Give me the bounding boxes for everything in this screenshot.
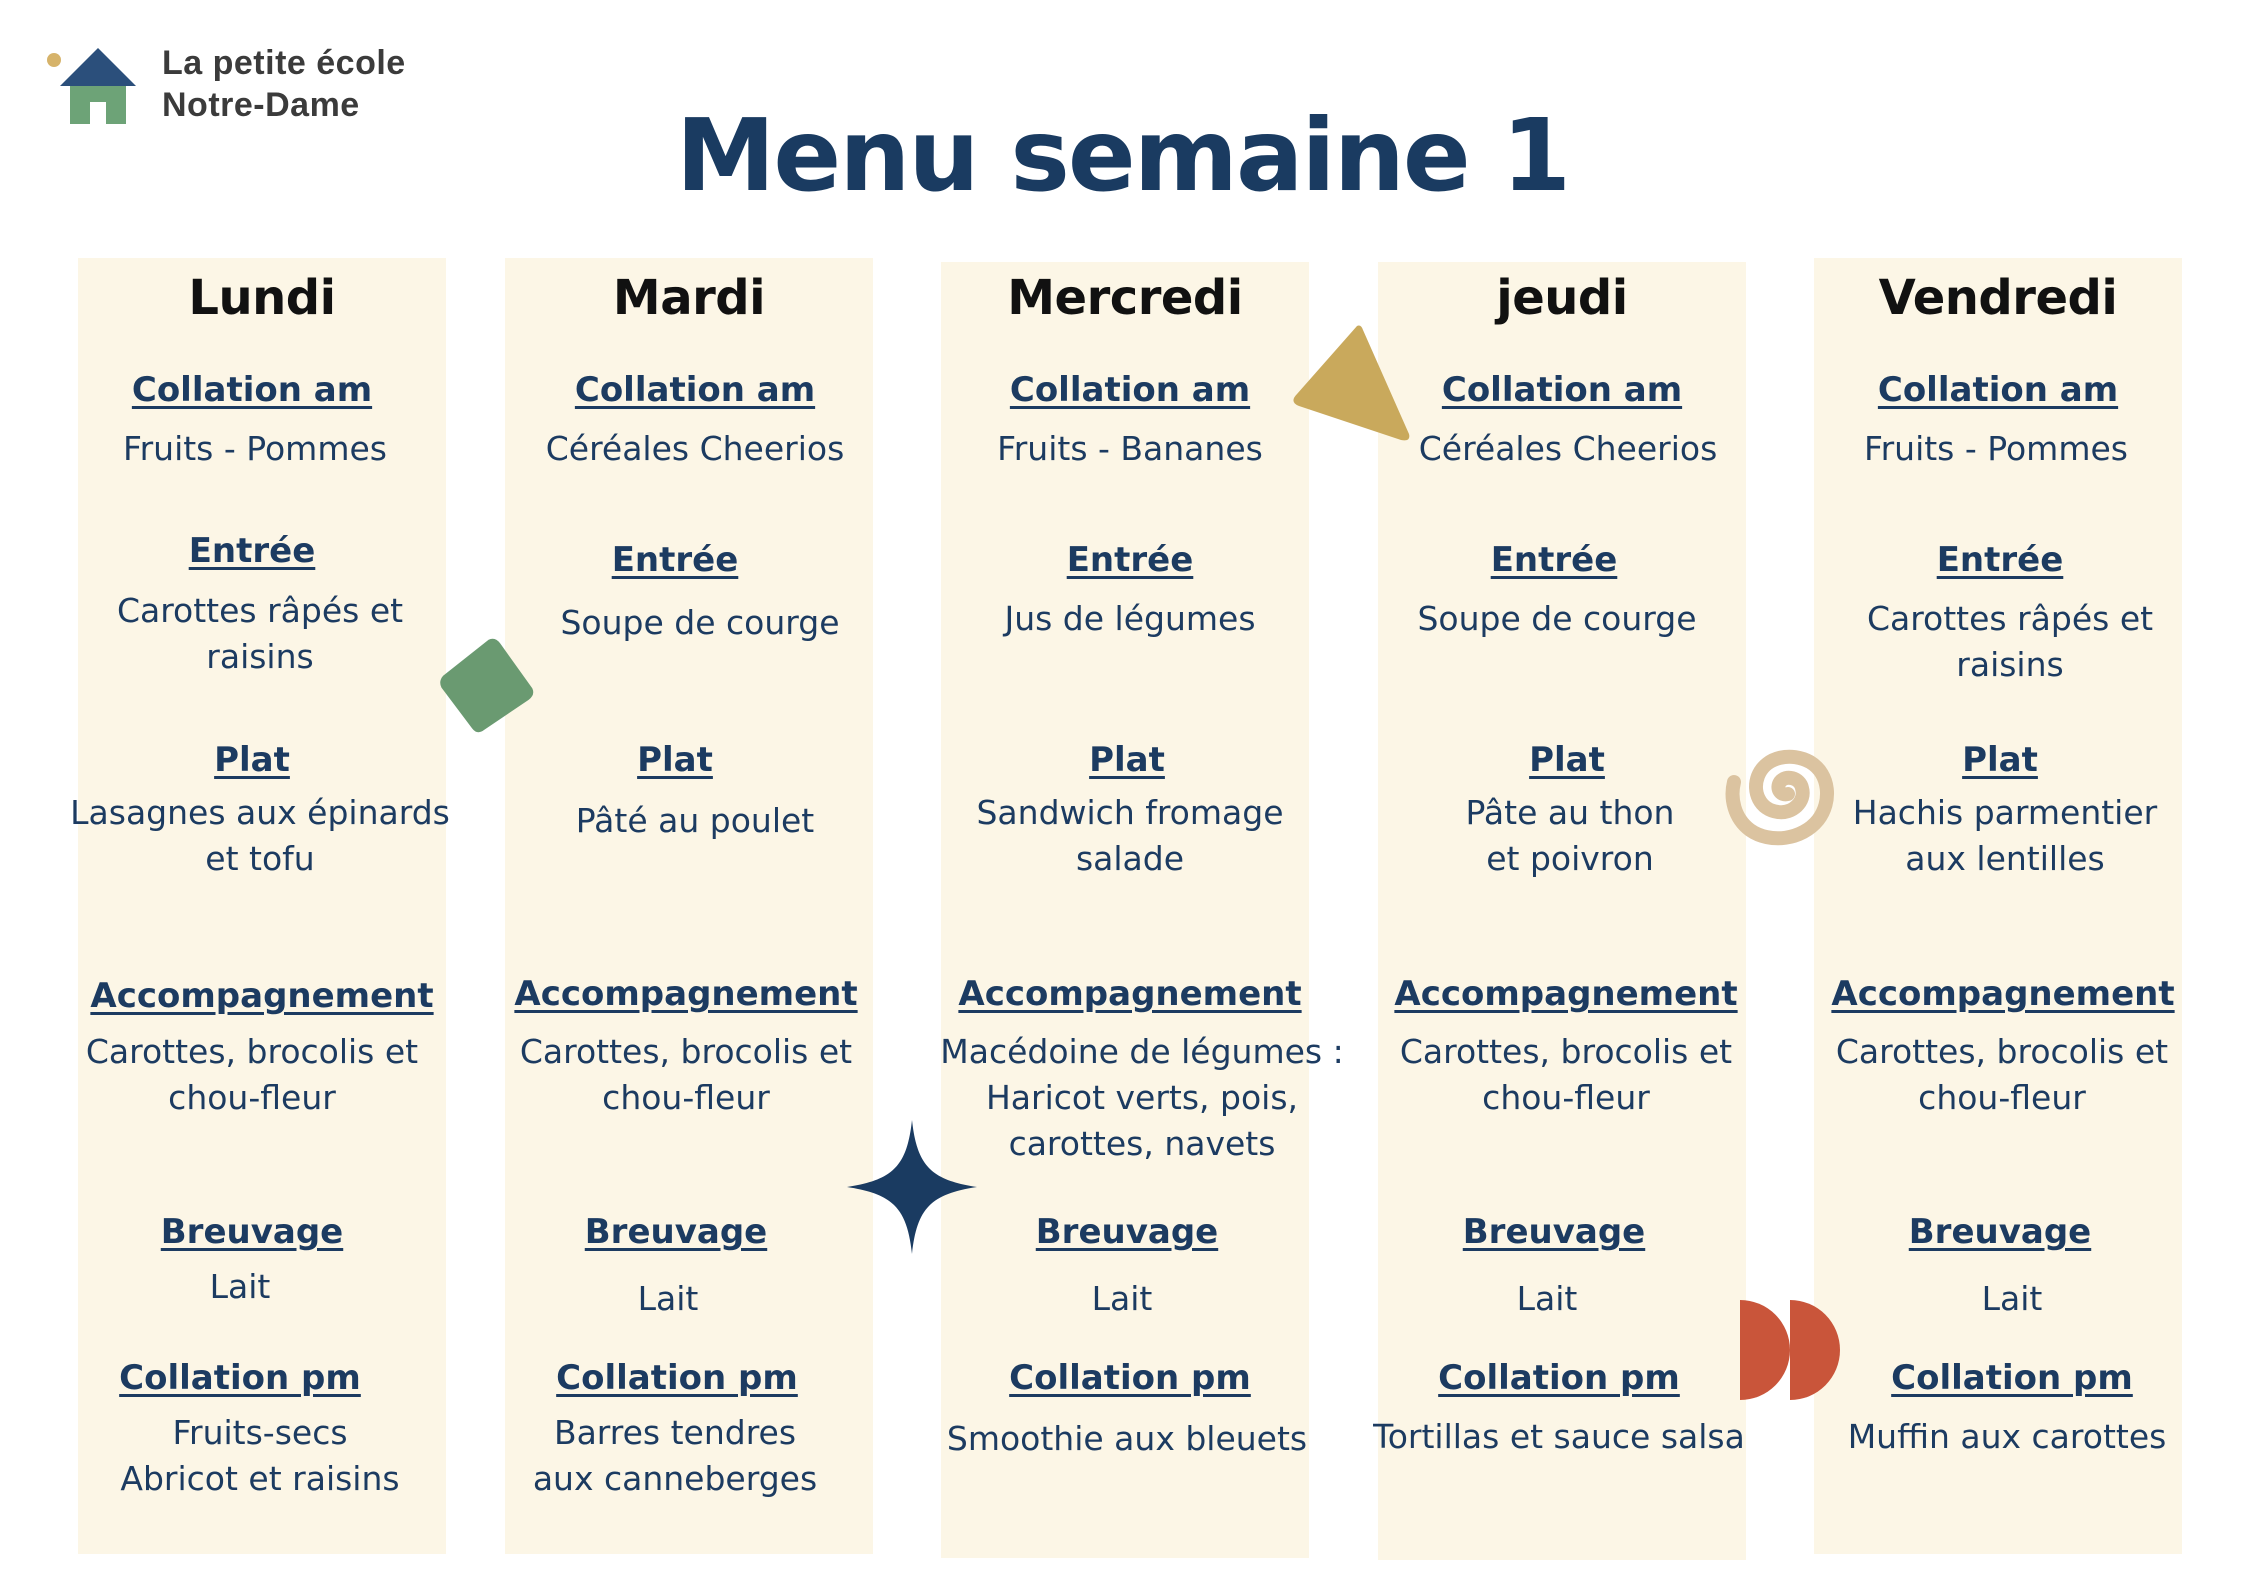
day-name: Mercredi <box>1007 270 1243 326</box>
section-heading-plat: Plat <box>1089 740 1165 780</box>
section-value: Barres tendres aux canneberges <box>532 1413 818 1498</box>
school-name-line-2: Notre-Dame <box>162 86 360 124</box>
section-value: Lait <box>1516 1279 1578 1318</box>
section-heading-collation-pm: Collation pm <box>1009 1358 1251 1398</box>
section-heading-breuvage: Breuvage <box>1462 1212 1646 1252</box>
section-heading-accompagnement: Accompagnement <box>1831 974 2175 1014</box>
section-value: Smoothie aux bleuets <box>946 1419 1308 1458</box>
section-value: Fruits-secs Abricot et raisins <box>120 1413 400 1498</box>
section-value: Carottes, brocolis et chou-fleur <box>85 1032 419 1117</box>
star-icon <box>845 1118 979 1256</box>
section-value: Carottes râpés et raisins <box>116 591 404 676</box>
section-heading-collation-pm: Collation pm <box>1891 1358 2133 1398</box>
section-value: Fruits - Bananes <box>997 429 1263 468</box>
school-name-line-1: La petite école <box>162 44 406 82</box>
section-heading-breuvage: Breuvage <box>1908 1212 2092 1252</box>
diamond-icon <box>432 632 542 742</box>
section-heading-breuvage: Breuvage <box>1035 1212 1219 1252</box>
half-circles-icon <box>1732 1298 1842 1402</box>
section-heading-entree: Entrée <box>1066 540 1194 580</box>
section-heading-collation-am: Collation am <box>1009 370 1251 410</box>
section-heading-accompagnement: Accompagnement <box>958 974 1302 1014</box>
section-value: Lait <box>209 1267 271 1306</box>
section-heading-entree: Entrée <box>188 531 316 571</box>
section-value: Lasagnes aux épinards et tofu <box>70 793 450 878</box>
section-value: Carottes, brocolis et chou-fleur <box>519 1032 853 1117</box>
section-value: Pâté au poulet <box>575 801 815 840</box>
section-value: Fruits - Pommes <box>1864 429 2128 468</box>
triangle-icon <box>1285 318 1425 448</box>
section-heading-collation-am: Collation am <box>1877 370 2119 410</box>
section-value: Soupe de courge <box>1417 599 1697 638</box>
section-heading-entree: Entrée <box>1936 540 2064 580</box>
section-value: Muffin aux carottes <box>1847 1417 2167 1456</box>
section-value: Hachis parmentier aux lentilles <box>1852 793 2158 878</box>
section-value: Jus de légumes <box>1004 599 1256 638</box>
section-heading-collation-am: Collation am <box>131 370 373 410</box>
section-heading-collation-pm: Collation pm <box>1438 1358 1680 1398</box>
section-heading-collation-am: Collation am <box>1441 370 1683 410</box>
spiral-icon <box>1714 726 1854 856</box>
section-value: Soupe de courge <box>560 603 840 642</box>
section-heading-plat: Plat <box>1529 740 1605 780</box>
section-value: Lait <box>1091 1279 1153 1318</box>
section-heading-collation-pm: Collation pm <box>556 1358 798 1398</box>
section-heading-accompagnement: Accompagnement <box>90 976 434 1016</box>
section-value: Carottes râpés et raisins <box>1866 599 2154 684</box>
section-heading-plat: Plat <box>637 740 713 780</box>
section-value: Pâte au thon et poivron <box>1465 793 1675 878</box>
day-name: Lundi <box>188 270 336 326</box>
section-value: Tortillas et sauce salsa <box>1373 1417 1745 1456</box>
section-heading-collation-pm: Collation pm <box>119 1358 361 1398</box>
section-value: Céréales Cheerios <box>545 429 845 468</box>
section-heading-entree: Entrée <box>1490 540 1618 580</box>
page-title: Menu semaine 1 <box>675 97 1570 214</box>
day-name: jeudi <box>1496 270 1628 326</box>
section-value: Carottes, brocolis et chou-fleur <box>1399 1032 1733 1117</box>
day-name: Mardi <box>612 270 766 326</box>
section-heading-breuvage: Breuvage <box>584 1212 768 1252</box>
section-heading-entree: Entrée <box>611 540 739 580</box>
section-value: Sandwich fromage salade <box>976 793 1284 878</box>
section-heading-breuvage: Breuvage <box>160 1212 344 1252</box>
section-heading-accompagnement: Accompagnement <box>514 974 858 1014</box>
section-heading-collation-am: Collation am <box>574 370 816 410</box>
section-value: Carottes, brocolis et chou-fleur <box>1835 1032 2169 1117</box>
section-value: Lait <box>1981 1279 2043 1318</box>
day-name: Vendredi <box>1878 270 2118 326</box>
section-value: Macédoine de légumes : Haricot verts, pois, carottes, navets <box>940 1032 1344 1163</box>
section-heading-plat: Plat <box>1962 740 2038 780</box>
section-heading-plat: Plat <box>214 740 290 780</box>
section-value: Céréales Cheerios <box>1418 429 1718 468</box>
section-value: Fruits - Pommes <box>123 429 387 468</box>
section-value: Lait <box>637 1279 699 1318</box>
section-heading-accompagnement: Accompagnement <box>1394 974 1738 1014</box>
